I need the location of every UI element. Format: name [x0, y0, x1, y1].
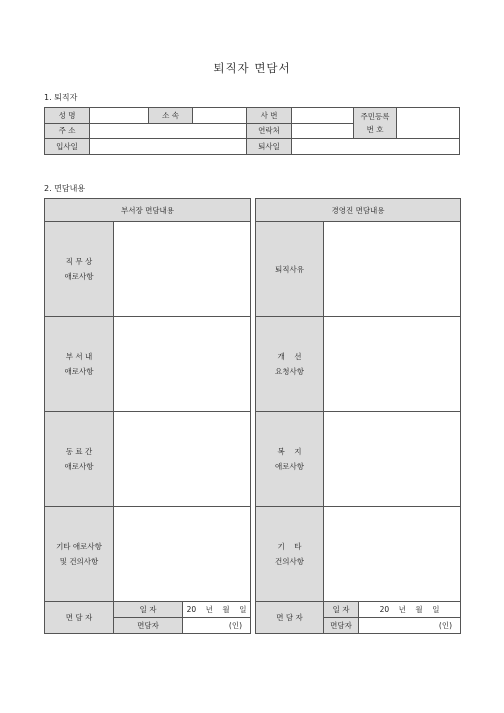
- dept-label: 소 속: [149, 108, 193, 124]
- right-person-label: 면담자: [324, 618, 359, 634]
- leave-date-label: 퇴사일: [247, 139, 292, 155]
- contact-label: 연락처: [247, 123, 292, 139]
- emp-no-label: 사 번: [247, 108, 292, 124]
- left-category-3: 동 료 간 애로사항: [45, 412, 114, 507]
- section1-heading: 1. 퇴직자: [44, 93, 78, 102]
- left-category-1: 직 무 상 애로사항: [45, 222, 114, 317]
- left-category-4: 기타 애로사항 및 건의사항: [45, 507, 114, 602]
- left-content-4[interactable]: [114, 507, 251, 602]
- document-title: 퇴직자 면담서: [213, 61, 291, 75]
- section2-heading: 2. 면담내용: [44, 184, 86, 193]
- right-panel-header: 경영진 면담내용: [256, 199, 461, 222]
- rrn-label: [354, 108, 397, 139]
- department-head-interview-panel: [44, 198, 251, 634]
- address-field[interactable]: [90, 123, 247, 139]
- left-date-value[interactable]: 20 년 월 일: [183, 602, 251, 618]
- rrn-label-line2: 번 호: [366, 125, 384, 135]
- join-date-field[interactable]: [90, 139, 247, 155]
- dept-field[interactable]: [193, 108, 247, 124]
- left-content-2[interactable]: [114, 317, 251, 412]
- left-person-label: 면담자: [114, 618, 183, 634]
- rrn-label-line1: 주민등록: [360, 112, 390, 122]
- left-content-3[interactable]: [114, 412, 251, 507]
- left-category-2: 부 서 내 애로사항: [45, 317, 114, 412]
- left-seal[interactable]: (인): [183, 618, 251, 634]
- right-category-2: 개 선 요청사항: [256, 317, 324, 412]
- executive-interview-panel: [255, 198, 461, 634]
- right-content-4[interactable]: [324, 507, 461, 602]
- retiree-info-table: [44, 107, 460, 155]
- right-seal[interactable]: (인): [359, 618, 461, 634]
- left-content-1[interactable]: [114, 222, 251, 317]
- emp-no-field[interactable]: [292, 108, 354, 124]
- rrn-field[interactable]: [397, 108, 460, 139]
- right-content-3[interactable]: [324, 412, 461, 507]
- name-field[interactable]: [90, 108, 149, 124]
- right-date-value[interactable]: 20 년 월 일: [359, 602, 461, 618]
- name-label: 성 명: [45, 108, 90, 124]
- right-category-1: 퇴직사유: [256, 222, 324, 317]
- contact-field[interactable]: [292, 123, 354, 139]
- left-panel-header: 부서장 면담내용: [45, 199, 251, 222]
- address-label: 주 소: [45, 123, 90, 139]
- right-category-4: 기 타 건의사항: [256, 507, 324, 602]
- right-date-label: 일 자: [324, 602, 359, 618]
- left-date-label: 일 자: [114, 602, 183, 618]
- leave-date-field[interactable]: [292, 139, 460, 155]
- left-interviewer-label: 면 담 자: [45, 602, 114, 634]
- right-interviewer-label: 면 담 자: [256, 602, 324, 634]
- right-content-2[interactable]: [324, 317, 461, 412]
- right-content-1[interactable]: [324, 222, 461, 317]
- right-category-3: 복 지 애로사항: [256, 412, 324, 507]
- join-date-label: 입사일: [45, 139, 90, 155]
